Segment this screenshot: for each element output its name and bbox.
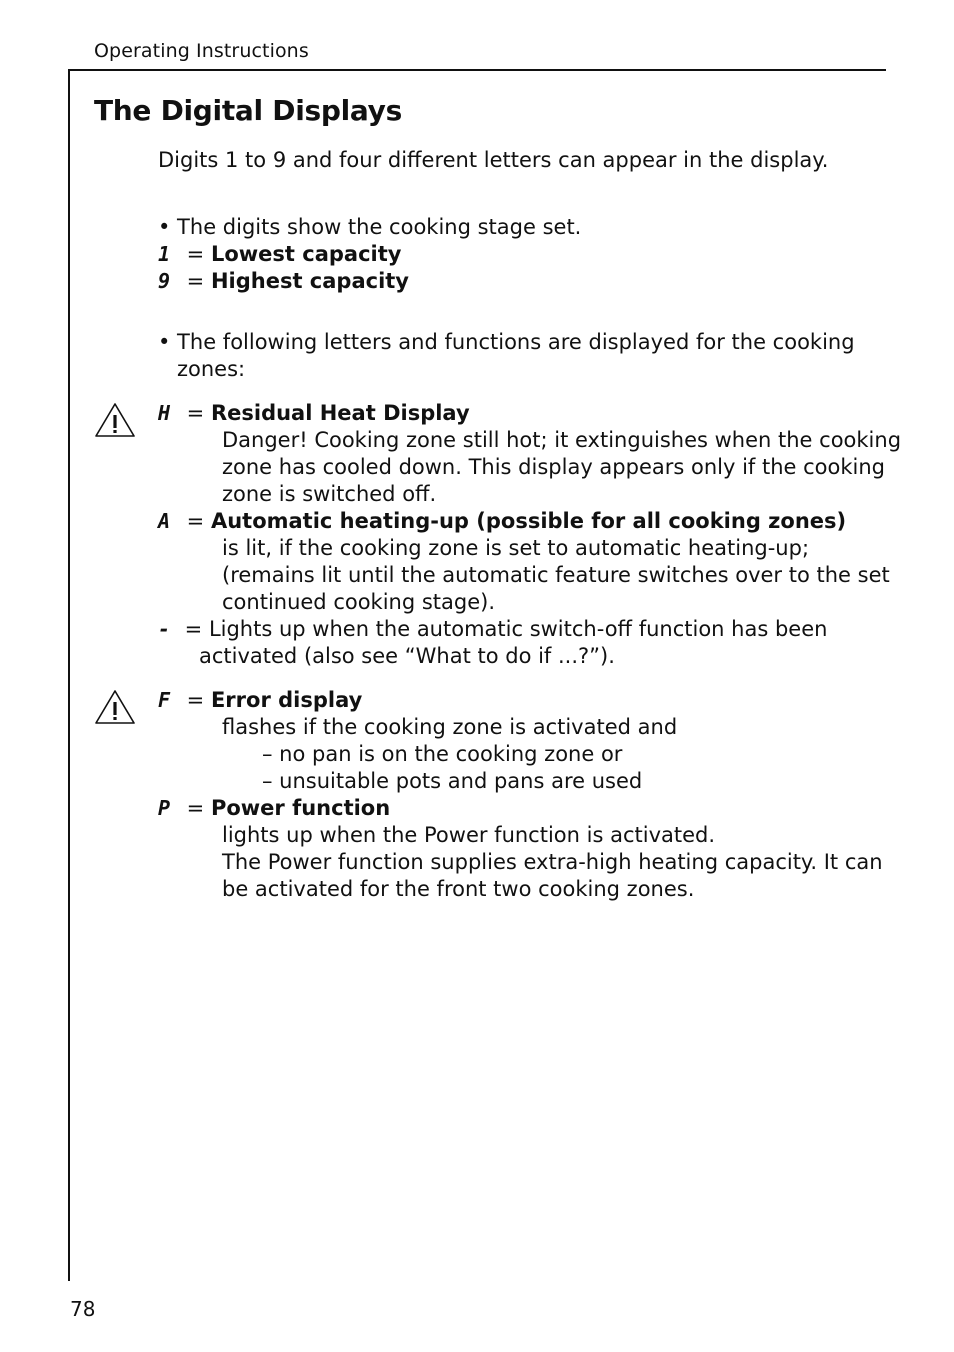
- a-label: Automatic heating-up (possible for all cooking zones): [210, 509, 847, 533]
- a-desc-line: is lit, if the cooking zone is set to automatic heating-up;: [222, 536, 810, 560]
- a-symbol: A: [158, 509, 170, 533]
- entry-p-heading: [158, 795, 390, 822]
- entry-a-heading: [158, 508, 846, 535]
- digit-1-label: Lowest capacity: [210, 242, 402, 266]
- h-desc-line: zone has cooled down. This display appears only if the cooking: [222, 455, 885, 479]
- digit-1-row: [158, 241, 401, 268]
- h-symbol: H: [158, 401, 170, 425]
- intro-text: Digits 1 to 9 and four different letters can appear in the display.: [158, 148, 829, 172]
- digit-9-symbol: 9: [158, 269, 170, 293]
- f-symbol: F: [158, 688, 170, 712]
- dash-desc: = Lights up when the automatic switch-off function has been: [178, 617, 828, 641]
- margin-rule: [68, 69, 70, 1281]
- letters-bullet-line-1: • The following letters and functions are displayed for the cooking: [158, 330, 855, 354]
- entry-h-heading: [158, 400, 470, 427]
- p-desc-line: The Power function supplies extra-high heating capacity. It can: [222, 850, 883, 874]
- p-symbol: P: [158, 796, 170, 820]
- a-desc-line: (remains lit until the automatic feature switches over to the set: [222, 563, 890, 587]
- letters-bullet-line-2: zones:: [177, 357, 246, 381]
- entry-dash-line-1: [158, 616, 827, 643]
- running-header: Operating Instructions: [94, 40, 309, 62]
- equals-sign: =: [180, 269, 211, 293]
- h-desc-line: zone is switched off.: [222, 482, 437, 506]
- entry-f-heading: [158, 687, 362, 714]
- p-label: Power function: [210, 796, 391, 820]
- h-label: Residual Heat Display: [210, 401, 470, 425]
- f-desc-line: flashes if the cooking zone is activated and: [222, 715, 678, 739]
- equals-sign: =: [180, 796, 211, 820]
- a-desc-line: continued cooking stage).: [222, 590, 496, 614]
- digits-bullet: • The digits show the cooking stage set.: [158, 215, 582, 239]
- p-desc-line: be activated for the front two cooking zones.: [222, 877, 695, 901]
- warning-triangle-icon: [94, 402, 136, 438]
- f-sub-item: – no pan is on the cooking zone or: [262, 742, 623, 766]
- digit-1-symbol: 1: [158, 242, 170, 266]
- entry-dash-line-2: activated (also see “What to do if ...?”).: [199, 644, 615, 668]
- header-rule: [68, 69, 886, 71]
- page-number: 78: [70, 1297, 96, 1321]
- equals-sign: =: [180, 242, 211, 266]
- equals-sign: =: [180, 401, 211, 425]
- f-sub-item: – unsuitable pots and pans are used: [262, 769, 643, 793]
- warning-triangle-icon: [94, 689, 136, 725]
- digit-9-label: Highest capacity: [210, 269, 409, 293]
- dash-symbol: -: [158, 617, 170, 641]
- equals-sign: =: [180, 688, 211, 712]
- page-title: The Digital Displays: [94, 94, 402, 127]
- digit-9-row: [158, 268, 409, 295]
- f-label: Error display: [210, 688, 363, 712]
- p-desc-line: lights up when the Power function is activated.: [222, 823, 716, 847]
- equals-sign: =: [180, 509, 211, 533]
- h-desc-line: Danger! Cooking zone still hot; it extinguishes when the cooking: [222, 428, 902, 452]
